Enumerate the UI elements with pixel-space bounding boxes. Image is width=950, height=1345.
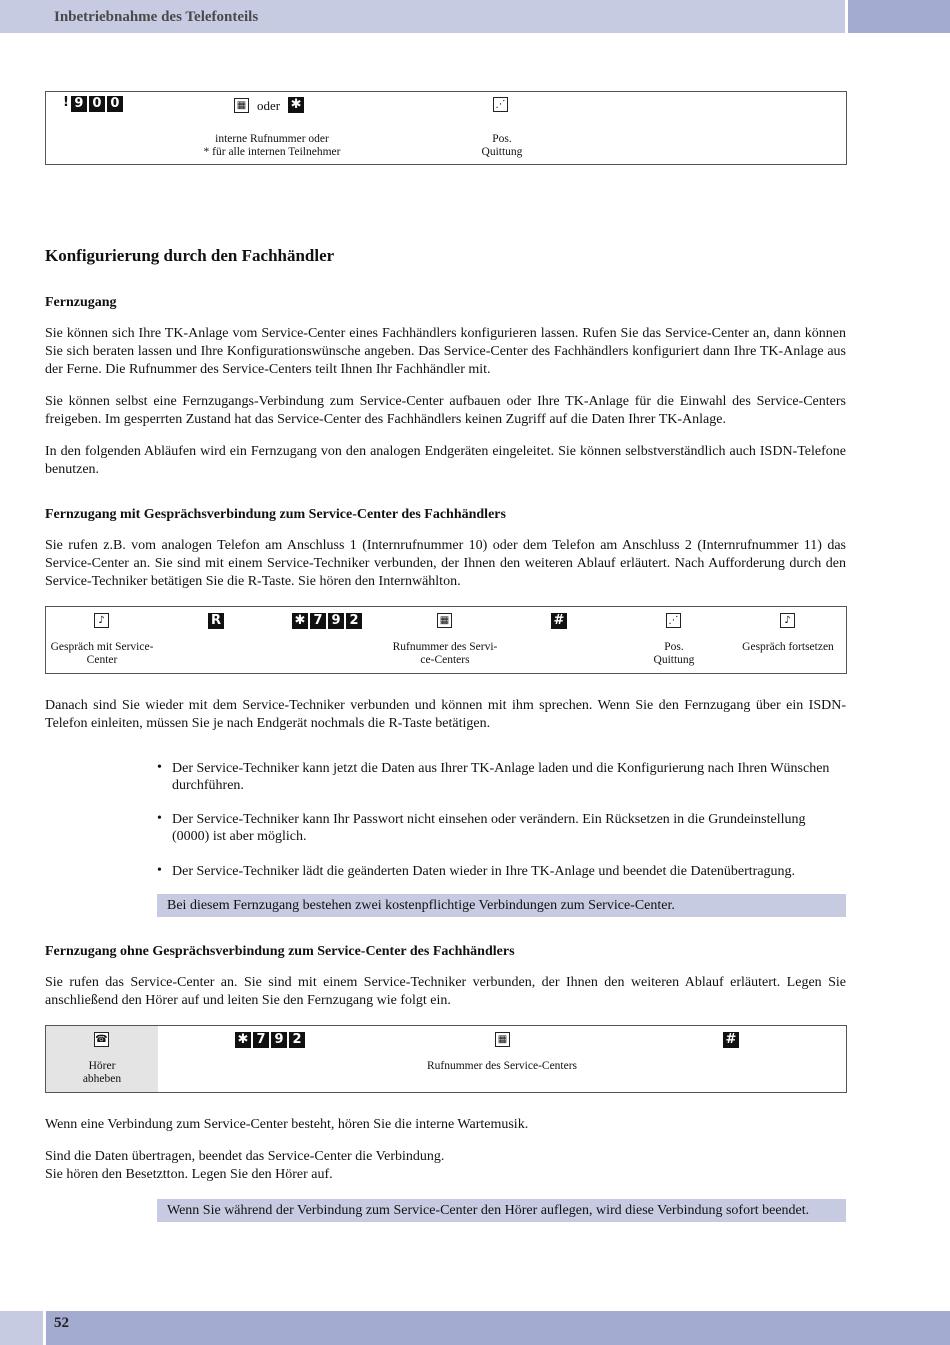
box2-label-rufnummer: Rufnummer des Servi- ce-Centers [392,641,498,666]
key-7: 7 [253,1032,269,1048]
oder-text: oder [257,97,281,113]
box3-label-hoerer: Hörer abheben [82,1060,122,1085]
positive-tone-icon: ⋰ [493,97,508,112]
note-kostenpflichtig: Bei diesem Fernzugang bestehen zwei kostenpflichtige Verbindungen zum Service-Center. [157,894,846,917]
footer-band [46,1311,950,1345]
warning-icon: ! [63,95,69,110]
box3-label-rufnummer: Rufnummer des Service-Centers [426,1060,578,1072]
positive-tone-icon: ⋰ [666,613,681,628]
key-2: 2 [346,613,362,629]
box2-code-cell [292,613,364,629]
page-number: 52 [54,1315,69,1331]
subheading-fernzugang: Fernzugang [45,295,117,310]
hash-key: # [551,613,567,629]
box3-code-cell [235,1032,307,1048]
box1-pos-icon-cell [493,97,508,112]
key-9: 9 [271,1032,287,1048]
paragraph-7b: Sie hören den Besetztton. Legen Sie den Hörer auf. [45,1167,333,1182]
box1-step-code [63,96,125,112]
box2-pos-cell [666,613,681,628]
hash-key: # [723,1032,739,1048]
box3-keypad-cell [495,1032,510,1047]
star-key: ✱ [288,97,304,113]
key-0: 0 [89,96,105,112]
key-9: 9 [71,96,87,112]
procedure-box-1 [45,91,847,165]
header-accent [848,0,950,33]
box2-label-fortsetzen: Gespräch fortsetzen [742,641,834,653]
paragraph-2: Sie können selbst eine Fernzugangs-Verbindung zum Service-Center aufbauen oder Ihre TK-Anlage für die Einwahl des Service-Centers freigeben. Im gesperrten Zustand hat das Service-Center des Fachhändlers keinen Zugriff auf die Daten Ihrer TK-Anlage. [45,394,846,427]
keypad-icon: ▦ [437,613,452,628]
paragraph-after-box2: Danach sind Sie wieder mit dem Service-Techniker verbunden und können mit ihm sprechen. Wenn Sie den Fernzugang über ein ISDN-Telefon einleiten, müssen Sie je nach Endgerät nochmals die R-Taste betätigen. [45,698,846,731]
handset-icon: ♪ [94,613,109,628]
box2-handset2-cell [780,613,795,628]
box2-label-pos: Pos. Quittung [653,641,695,666]
paragraph-3: In den folgenden Abläufen wird ein Fernzugang von den analogen Endgeräten eingeleitet. Sie können selbstverständlich auch ISDN-Telefone benutzen. [45,444,846,477]
box1-label-internal: interne Rufnummer oder * für alle internen Teilnehmer [203,133,341,158]
paragraph-7a: Sind die Daten übertragen, beendet das Service-Center die Verbindung. [45,1149,445,1164]
paragraph-6: Wenn eine Verbindung zum Service-Center besteht, hören Sie die interne Wartemusik. [45,1117,529,1132]
box2-r-cell [208,613,226,629]
section-title: Konfigurierung durch den Fachhändler [45,246,335,265]
subheading-mit-gespraech: Fernzugang mit Gesprächsverbindung zum Service-Center des Fachhändlers [45,507,506,522]
box2-handset-cell [94,613,109,628]
keypad-icon: ▦ [495,1032,510,1047]
bullet-item: • Der Service-Techniker kann Ihr Passwort nicht einsehen oder verändern. Ein Rücksetzen in die Grundeinstellung (0000) ist aber möglich. [157,811,806,844]
key-0: 0 [107,96,123,112]
key-2: 2 [289,1032,305,1048]
keypad-icon: ▦ [234,98,249,113]
page-header-title: Inbetriebnahme des Telefonteils [54,9,259,25]
key-9: 9 [328,613,344,629]
paragraph-5: Sie rufen das Service-Center an. Sie sind mit einem Service-Techniker verbunden, der Ihnen den weiteren Ablauf erläutert. Legen Sie anschließend den Hörer auf und leiten Sie den Fernzugang wie folgt ein. [45,975,846,1008]
box2-hash-cell [551,613,569,629]
paragraph-4: Sie rufen z.B. vom analogen Telefon am Anschluss 1 (Internrufnummer 10) oder dem Telefon am Anschluss 2 (Internrufnummer 11) das Service-Center an. Sie sind mit einem Service-Techniker verbunden, der Ihnen den weiteren Ablauf erläutert. Nach Aufforderung durch den Service-Techniker betätigen Sie die R-Taste. Sie hören den Internwählton. [45,538,846,589]
star-key: ✱ [292,613,308,629]
star-key: ✱ [235,1032,251,1048]
box3-hash-cell [723,1032,741,1048]
key-7: 7 [310,613,326,629]
r-key: R [208,613,224,629]
handset-icon: ♪ [780,613,795,628]
box2-keypad-cell [437,613,452,628]
note-hoerer-auflegen: Wenn Sie während der Verbindung zum Service-Center den Hörer auflegen, wird diese Verbindung sofort beendet. [157,1199,846,1222]
box3-lift-cell [94,1032,109,1047]
footer-left-band [0,1311,43,1345]
box1-step-internal [234,97,306,113]
subheading-ohne-gespraech: Fernzugang ohne Gesprächsverbindung zum Service-Center des Fachhändlers [45,944,515,959]
box2-label-gespraech: Gespräch mit Service- Center [50,641,154,666]
lift-handset-icon: ☎ [95,1034,108,1045]
bullet-item: • Der Service-Techniker lädt die geänderten Daten wieder in Ihre TK-Anlage und beendet die Datenübertragung. [157,863,796,879]
bullet-item: • Der Service-Techniker kann jetzt die Daten aus Ihrer TK-Anlage laden und die Konfigurierung nach Ihren Wünschen durchführen. [157,760,830,793]
box1-label-pos: Pos. Quittung [481,133,523,158]
paragraph-1: Sie können sich Ihre TK-Anlage vom Service-Center eines Fachhändlers konfigurieren lassen. Rufen Sie das Service-Center an, dann können Sie sich beraten lassen und Ihre Konfigurationswünsche angeben. Das Service-Center des Fachhändlers konfiguriert dann Ihre TK-Anlage aus der Ferne. Die Rufnummer des Service-Centers teilt Ihnen Ihr Fachhändler mit. [45,326,846,377]
